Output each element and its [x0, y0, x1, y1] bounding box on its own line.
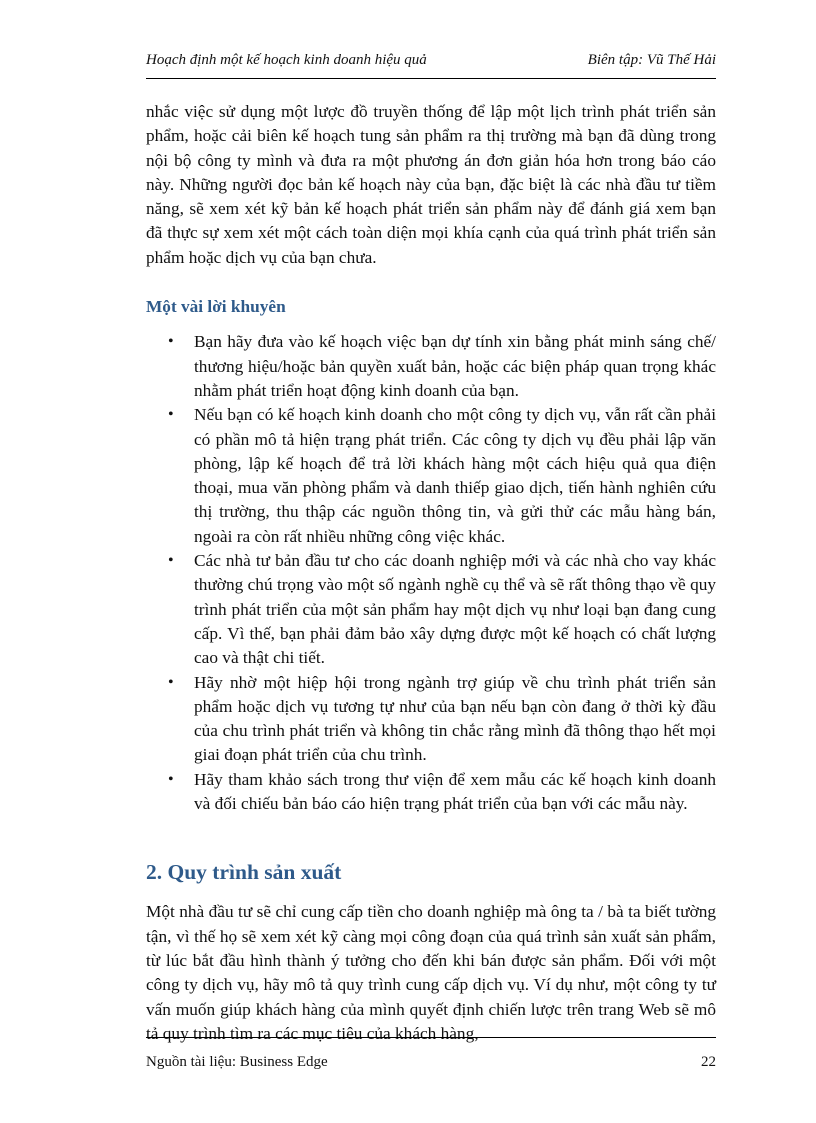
section-heading: 2. Quy trình sản xuất: [146, 860, 342, 885]
tip-text: Hãy nhờ một hiệp hội trong ngành trợ giúp về chu trình phát triển sản phẩm hoặc dịch vụ tương tự như của bạn nếu bạn còn đang ở thời kỳ đầu của chu trình phát triển và không tin chắc rằng mình đã thông thạo hết mọi giai đoạn phát triển của chu trình.: [194, 672, 716, 765]
page-number: 22: [701, 1054, 716, 1070]
bullet-icon: •: [168, 333, 174, 351]
list-item: [168, 403, 716, 549]
list-item: [168, 549, 716, 670]
header-title: Hoạch định một kế hoạch kinh doanh hiệu quả: [146, 52, 427, 68]
bullet-icon: •: [168, 673, 174, 691]
list-item: [168, 671, 716, 768]
section-paragraph: Một nhà đầu tư sẽ chỉ cung cấp tiền cho doanh nghiệp mà ông ta / bà ta biết tường tận, vì thế họ sẽ xem xét kỹ càng mọi công đoạn của quá trình sản xuất sản phẩm, từ lúc bắt đầu hình thành ý tưởng cho đến khi bán được sản phẩm. Đối với một công ty dịch vụ, hãy mô tả quy trình cung cấp dịch vụ. Ví dụ như, một công ty tư vấn muốn giúp khách hàng của mình quyết định chiến lược trên trang Web sẽ mô tả quy trình tìm ra các mục tiêu của khách hàng,: [146, 902, 716, 1043]
bullet-icon: •: [168, 406, 174, 424]
tip-text: Nếu bạn có kế hoạch kinh doanh cho một công ty dịch vụ, vẫn rất cần phải có phần mô tả hiện trạng phát triển. Các công ty dịch vụ đều phải lập văn phòng, lập kế hoạch để trả lời khách hàng một cách hiệu quả qua điện thoại, mua văn phòng phẩm và danh thiếp giao dịch, tiến hành nghiên cứu thị trường, thu thập các nguồn thông tin, và gửi thử các mẫu hàng bán, ngoài ra còn rất nhiều những công việc khác.: [194, 405, 716, 546]
tips-list: [146, 330, 716, 816]
footer-divider: [146, 1037, 716, 1038]
page-footer: [146, 1052, 716, 1072]
bullet-icon: •: [168, 552, 174, 570]
intro-paragraph: nhắc việc sử dụng một lược đồ truyền thống để lập một lịch trình phát triển sản phẩm, hoặc cải biên kế hoạch tung sản phẩm ra thị trường mà bạn đã dùng trong nội bộ công ty mình và đưa ra một phương án đơn giản hóa hơn trong báo cáo này. Những người đọc bản kế hoạch này của bạn, đặc biệt là các nhà đầu tư tiềm năng, sẽ xem xét kỹ bản kế hoạch phát triển sản phẩm này để đánh giá xem bạn đã thực sự xem xét một cách toàn diện mọi khía cạnh của quá trình phát triển sản phẩm hoặc dịch vụ của bạn chưa.: [146, 102, 716, 267]
header-editor: Biên tập: Vũ Thế Hải: [587, 52, 716, 68]
tip-text: Bạn hãy đưa vào kế hoạch việc bạn dự tính xin bằng phát minh sáng chế/ thương hiệu/hoặc bản quyền xuất bản, hoặc các biện pháp quan trọng khác nhằm phát triển hoạt động kinh doanh của bạn.: [194, 332, 716, 400]
tip-text: Hãy tham khảo sách trong thư viện để xem mẫu các kế hoạch kinh doanh và đối chiếu bản báo cáo hiện trạng phát triển của bạn với các mẫu này.: [194, 769, 716, 814]
page-content: [146, 100, 716, 1046]
tips-heading: Một vài lời khuyên: [146, 297, 286, 317]
list-item: [168, 768, 716, 817]
header-divider: [146, 78, 716, 79]
page-header: [146, 50, 716, 70]
tip-text: Các nhà tư bản đầu tư cho các doanh nghiệp mới và các nhà cho vay khác thường chú trọng vào một số ngành nghề cụ thể và sẽ rất thông thạo về quy trình phát triển của một sản phẩm hay một dịch vụ như loại bạn đang cung cấp. Vì thế, bạn phải đảm bảo xây dựng được một kế hoạch có chất lượng cao và thật chi tiết.: [194, 551, 716, 668]
list-item: [168, 330, 716, 403]
bullet-icon: •: [168, 770, 174, 788]
footer-source: Nguồn tài liệu: Business Edge: [146, 1054, 328, 1070]
